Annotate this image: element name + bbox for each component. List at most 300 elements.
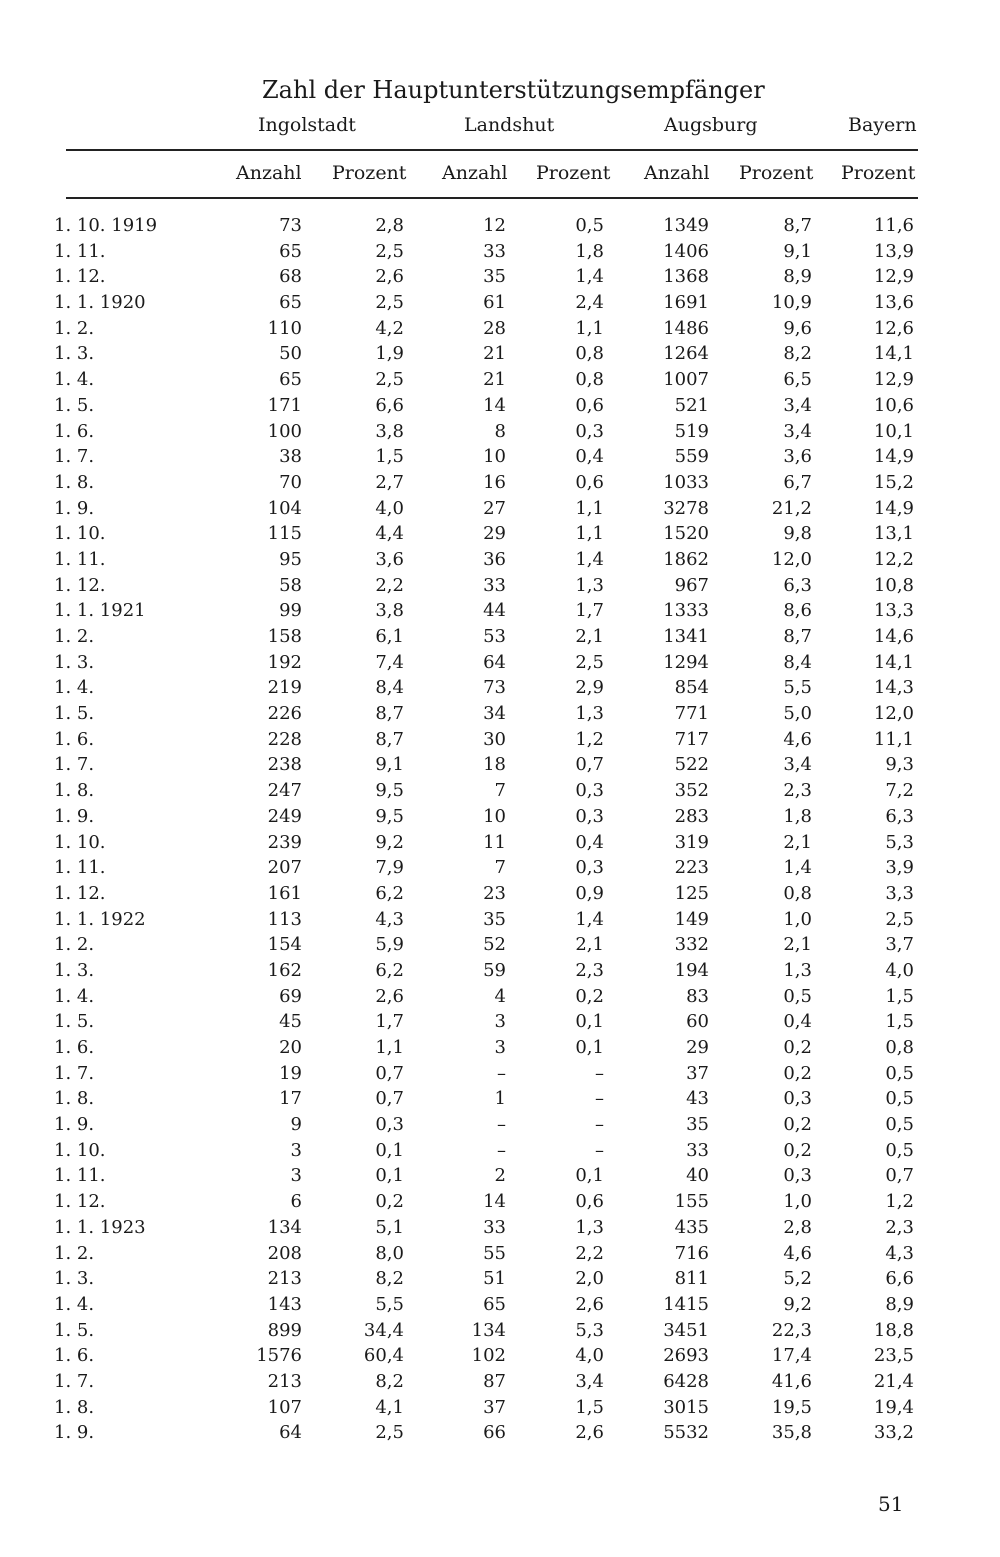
table-cell: 9,2 [375, 831, 404, 853]
table-cell: 15,2 [873, 471, 914, 493]
table-cell: 161 [267, 882, 302, 904]
table-cell: 223 [674, 857, 709, 879]
table-cell: 3 [290, 1139, 302, 1161]
table-cell: 0,1 [375, 1139, 404, 1161]
date-cell: 1. 11. [54, 240, 106, 262]
table-cell: 5,2 [783, 1268, 812, 1290]
table-row [0, 367, 1000, 393]
table-cell: 4,6 [783, 1242, 812, 1264]
table-row [0, 958, 1000, 984]
table-cell: 70 [279, 471, 302, 493]
table-cell: 9,6 [783, 317, 812, 339]
table-cell: – [595, 1088, 604, 1110]
table-cell: 9,1 [783, 240, 812, 262]
table-cell: 3 [494, 1011, 506, 1033]
region-header-landshut: Landshut [464, 114, 555, 136]
table-cell: 3 [494, 1037, 506, 1058]
table-cell: 17 [279, 1088, 302, 1110]
table-cell: 2,3 [783, 780, 812, 802]
table-cell: 13,9 [873, 240, 914, 262]
table-row [0, 1112, 1000, 1138]
table-cell: 64 [279, 1422, 302, 1444]
table-cell: 8,9 [885, 1293, 914, 1315]
date-cell: 1. 6. [54, 728, 95, 750]
table-cell: 16 [483, 471, 506, 493]
table-row [0, 341, 1000, 367]
table-cell: 14 [483, 394, 506, 416]
table-cell: 226 [267, 703, 302, 725]
table-cell: 2,5 [575, 651, 604, 673]
table-cell: 1576 [256, 1345, 302, 1367]
table-cell: 2,3 [575, 959, 604, 981]
date-cell: 1. 5. [54, 1319, 95, 1341]
table-cell: 1,7 [375, 1011, 404, 1033]
table-cell: 0,2 [375, 1191, 404, 1213]
table-cell: 4,4 [375, 523, 404, 545]
table-cell: 65 [483, 1293, 506, 1315]
table-cell: 0,2 [575, 985, 604, 1007]
table-cell: 1333 [663, 600, 709, 622]
date-cell: 1. 5. [54, 1011, 95, 1033]
table-cell: 207 [267, 857, 302, 879]
table-cell: 3,8 [375, 600, 404, 622]
table-row [0, 675, 1000, 701]
table-row [0, 1061, 1000, 1087]
table-cell: 9,1 [375, 754, 404, 776]
table-cell: 0,5 [885, 1139, 914, 1161]
date-cell: 1. 1. 1921 [54, 600, 146, 622]
table-cell: 11,1 [873, 728, 914, 750]
table-cell: 8,7 [783, 215, 812, 236]
table-cell: 155 [674, 1191, 709, 1213]
region-header-ingolstadt: Ingolstadt [258, 114, 356, 136]
table-cell: 2,6 [575, 1293, 604, 1315]
table-cell: 60,4 [363, 1345, 404, 1367]
table-cell: 33 [483, 574, 506, 596]
table-cell: 1862 [663, 548, 709, 570]
table-cell: 43 [686, 1088, 709, 1110]
table-cell: 1,0 [783, 908, 812, 930]
table-row [0, 778, 1000, 804]
table-cell: 23 [483, 882, 506, 904]
table-cell: 1,4 [575, 548, 604, 570]
date-cell: 1. 10. [54, 831, 106, 853]
table-cell: 4,1 [375, 1396, 404, 1418]
table-cell: 69 [279, 985, 302, 1007]
region-header-augsburg: Augsburg [664, 114, 758, 136]
date-cell: 1. 12. [54, 266, 106, 288]
table-cell: – [595, 1139, 604, 1161]
table-cell: 3015 [663, 1396, 709, 1418]
table-cell: 0,3 [375, 1114, 404, 1136]
table-cell: 0,8 [783, 882, 812, 904]
table-cell: 6,2 [375, 959, 404, 981]
table-cell: 13,1 [873, 523, 914, 545]
date-cell: 1. 10. [54, 523, 106, 545]
date-cell: 1. 11. [54, 548, 106, 570]
table-cell: 9,2 [783, 1293, 812, 1315]
table-cell: 1,9 [375, 343, 404, 365]
table-row [0, 701, 1000, 727]
table-cell: 519 [674, 420, 709, 442]
table-cell: 1,4 [575, 266, 604, 288]
table-cell: 0,3 [575, 857, 604, 879]
table-cell: 2,5 [375, 369, 404, 391]
table-cell: 60 [686, 1011, 709, 1033]
table-cell: 3,3 [885, 882, 914, 904]
date-cell: 1. 2. [54, 626, 95, 647]
table-cell: 45 [279, 1011, 302, 1033]
table-cell: 17,4 [771, 1345, 812, 1367]
table-row [0, 804, 1000, 830]
table-cell: 2,8 [783, 1216, 812, 1238]
table-cell: 1,0 [783, 1191, 812, 1213]
table-cell: 34,4 [363, 1319, 404, 1341]
table-cell: 34 [483, 703, 506, 725]
table-cell: 1033 [663, 471, 709, 493]
table-cell: 12,0 [873, 703, 914, 725]
table-cell: 171 [267, 394, 302, 416]
table-cell: 5,1 [375, 1216, 404, 1238]
table-cell: 27 [483, 497, 506, 519]
table-cell: 5,9 [375, 934, 404, 956]
table-row [0, 1189, 1000, 1215]
table-cell: 33 [483, 240, 506, 262]
table-cell: 811 [674, 1268, 709, 1290]
date-cell: 1. 8. [54, 780, 95, 802]
table-cell: 1,1 [375, 1037, 404, 1058]
date-cell: 1. 3. [54, 959, 95, 981]
table-cell: 0,2 [783, 1062, 812, 1084]
table-row [0, 1241, 1000, 1267]
table-cell: 332 [674, 934, 709, 956]
table-cell: 7,4 [375, 651, 404, 673]
table-cell: 0,5 [885, 1088, 914, 1110]
table-cell: 7 [494, 780, 506, 802]
table-row [0, 881, 1000, 907]
table-row [0, 264, 1000, 290]
table-cell: 154 [267, 934, 302, 956]
table-cell: 38 [279, 446, 302, 468]
table-cell: 1691 [663, 292, 709, 314]
table-row [0, 1035, 1000, 1061]
table-cell: 8,2 [375, 1370, 404, 1392]
table-cell: 771 [674, 703, 709, 725]
table-cell: 1341 [663, 626, 709, 647]
table-cell: 35,8 [771, 1422, 812, 1444]
table-cell: 4,0 [575, 1345, 604, 1367]
table-cell: 115 [267, 523, 302, 545]
table-cell: 18 [483, 754, 506, 776]
date-cell: 1. 7. [54, 1370, 95, 1392]
table-cell: 9,5 [375, 780, 404, 802]
table-cell: 238 [267, 754, 302, 776]
table-cell: 1,7 [575, 600, 604, 622]
table-cell: 1 [494, 1088, 506, 1110]
table-cell: 9,5 [375, 805, 404, 827]
table-cell: 65 [279, 240, 302, 262]
table-cell: 10,1 [873, 420, 914, 442]
table-cell: 854 [674, 677, 709, 699]
table-cell: 2,6 [375, 266, 404, 288]
table-cell: 13,3 [873, 600, 914, 622]
table-cell: 73 [483, 677, 506, 699]
table-cell: 0,1 [575, 1037, 604, 1058]
table-cell: 14 [483, 1191, 506, 1213]
table-cell: 0,2 [783, 1114, 812, 1136]
table-cell: 1264 [663, 343, 709, 365]
table-cell: 2,3 [885, 1216, 914, 1238]
date-cell: 1. 7. [54, 1062, 95, 1084]
table-cell: 8,6 [783, 600, 812, 622]
table-cell: 0,5 [783, 985, 812, 1007]
table-cell: 716 [674, 1242, 709, 1264]
table-cell: 8 [494, 420, 506, 442]
table-cell: 247 [267, 780, 302, 802]
table-cell: 192 [267, 651, 302, 673]
table-cell: 6,1 [375, 626, 404, 647]
table-row [0, 855, 1000, 881]
table-row [0, 598, 1000, 624]
table-row [0, 984, 1000, 1010]
table-cell: 5,5 [375, 1293, 404, 1315]
table-cell: 0,6 [575, 1191, 604, 1213]
table-cell: 2,7 [375, 471, 404, 493]
table-cell: 2693 [663, 1345, 709, 1367]
table-cell: 1,5 [885, 985, 914, 1007]
table-cell: 0,8 [575, 369, 604, 391]
table-row [0, 393, 1000, 419]
table-row [0, 1395, 1000, 1421]
table-cell: 208 [267, 1242, 302, 1264]
table-row [0, 1420, 1000, 1446]
table-row [0, 1369, 1000, 1395]
table-cell: 12,6 [873, 317, 914, 339]
table-cell: 0,7 [375, 1088, 404, 1110]
table-cell: 0,2 [783, 1139, 812, 1161]
table-cell: 125 [674, 882, 709, 904]
table-cell: 4,0 [885, 959, 914, 981]
table-cell: 0,8 [575, 343, 604, 365]
date-cell: 1. 5. [54, 394, 95, 416]
table-cell: 319 [674, 831, 709, 853]
table-cell: 2 [494, 1165, 506, 1187]
table-cell: 3,4 [575, 1370, 604, 1392]
table-cell: 52 [483, 934, 506, 956]
date-cell: 1. 4. [54, 1293, 95, 1315]
table-cell: 0,6 [575, 394, 604, 416]
table-cell: 134 [471, 1319, 506, 1341]
table-cell: 58 [279, 574, 302, 596]
date-cell: 1. 4. [54, 985, 95, 1007]
date-cell: 1. 2. [54, 1242, 95, 1264]
date-cell: 1. 12. [54, 1191, 106, 1213]
date-cell: 1. 8. [54, 1396, 95, 1418]
table-cell: 4,6 [783, 728, 812, 750]
column-header: Prozent [841, 162, 916, 184]
table-cell: 8,2 [783, 343, 812, 365]
table-cell: 23,5 [873, 1345, 914, 1367]
table-cell: 6,7 [783, 471, 812, 493]
date-cell: 1. 9. [54, 1422, 95, 1444]
column-header: Prozent [739, 162, 814, 184]
table-cell: 99 [279, 600, 302, 622]
table-cell: 36 [483, 548, 506, 570]
table-cell: 899 [267, 1319, 302, 1341]
table-cell: 35 [686, 1114, 709, 1136]
table-cell: 162 [267, 959, 302, 981]
date-cell: 1. 7. [54, 754, 95, 776]
table-cell: 2,5 [885, 908, 914, 930]
table-cell: 20 [279, 1037, 302, 1058]
table-cell: 66 [483, 1422, 506, 1444]
table-cell: 9,3 [885, 754, 914, 776]
table-cell: 6428 [663, 1370, 709, 1392]
table-cell: 28 [483, 317, 506, 339]
table-cell: 3278 [663, 497, 709, 519]
table-cell: 219 [267, 677, 302, 699]
table-cell: 0,7 [375, 1062, 404, 1084]
table-cell: 6,3 [783, 574, 812, 596]
table-cell: 40 [686, 1165, 709, 1187]
table-cell: 104 [267, 497, 302, 519]
table-row [0, 907, 1000, 933]
table-cell: 0,5 [575, 215, 604, 236]
table-cell: 8,7 [375, 703, 404, 725]
table-row [0, 1343, 1000, 1369]
table-cell: 3,8 [375, 420, 404, 442]
table-cell: 21,2 [771, 497, 812, 519]
table-cell: 10,8 [873, 574, 914, 596]
table-cell: 717 [674, 728, 709, 750]
table-cell: 29 [483, 523, 506, 545]
table-cell: 3,7 [885, 934, 914, 956]
table-cell: 8,2 [375, 1268, 404, 1290]
table-cell: 2,9 [575, 677, 604, 699]
table-cell: 158 [267, 626, 302, 647]
table-cell: 0,5 [885, 1114, 914, 1136]
table-cell: 87 [483, 1370, 506, 1392]
table-cell: 1294 [663, 651, 709, 673]
table-cell: 6,3 [885, 805, 914, 827]
date-cell: 1. 9. [54, 497, 95, 519]
table-cell: 1520 [663, 523, 709, 545]
table-cell: 1,1 [575, 497, 604, 519]
table-row [0, 624, 1000, 650]
table-row [0, 521, 1000, 547]
table-cell: 5,0 [783, 703, 812, 725]
table-row [0, 496, 1000, 522]
table-cell: 3,4 [783, 394, 812, 416]
table-cell: 1406 [663, 240, 709, 262]
table-cell: 12,0 [771, 548, 812, 570]
table-cell: 194 [674, 959, 709, 981]
table-cell: 435 [674, 1216, 709, 1238]
date-cell: 1. 3. [54, 651, 95, 673]
table-cell: 3 [290, 1165, 302, 1187]
table-cell: 51 [483, 1268, 506, 1290]
table-cell: 18,8 [873, 1319, 914, 1341]
table-cell: 149 [674, 908, 709, 930]
table-cell: 1349 [663, 215, 709, 236]
date-cell: 1. 2. [54, 317, 95, 339]
table-row [0, 290, 1000, 316]
date-cell: 1. 11. [54, 857, 106, 879]
table-cell: 1007 [663, 369, 709, 391]
table-cell: 0,3 [783, 1165, 812, 1187]
table-cell: 8,7 [783, 626, 812, 647]
date-cell: 1. 11. [54, 1165, 106, 1187]
table-cell: 5,3 [885, 831, 914, 853]
table-cell: 22,3 [771, 1319, 812, 1341]
table-cell: 8,9 [783, 266, 812, 288]
date-cell: 1. 10. [54, 1139, 106, 1161]
table-cell: 1,5 [575, 1396, 604, 1418]
date-cell: 1. 4. [54, 369, 95, 391]
table-cell: 2,5 [375, 292, 404, 314]
date-cell: 1. 3. [54, 343, 95, 365]
table-cell: 1,4 [575, 908, 604, 930]
table-cell: 6,2 [375, 882, 404, 904]
table-cell: – [497, 1062, 506, 1084]
table-cell: 559 [674, 446, 709, 468]
table-cell: 0,5 [885, 1062, 914, 1084]
table-cell: 2,6 [375, 985, 404, 1007]
table-cell: 5,3 [575, 1319, 604, 1341]
date-cell: 1. 6. [54, 1345, 95, 1367]
table-cell: 2,5 [375, 240, 404, 262]
table-row [0, 830, 1000, 856]
column-header: Anzahl [644, 162, 710, 184]
table-cell: 19,5 [771, 1396, 812, 1418]
table-cell: 14,6 [873, 626, 914, 647]
table-cell: 0,3 [575, 805, 604, 827]
table-cell: 11,6 [873, 215, 914, 236]
table-cell: 0,1 [575, 1011, 604, 1033]
table-cell: 0,3 [575, 780, 604, 802]
table-cell: 10,9 [771, 292, 812, 314]
table-cell: 0,8 [885, 1037, 914, 1058]
table-cell: 0,9 [575, 882, 604, 904]
column-header: Prozent [536, 162, 611, 184]
table-cell: 14,1 [873, 651, 914, 673]
table-cell: 8,4 [375, 677, 404, 699]
table-cell: 2,1 [575, 626, 604, 647]
table-row [0, 650, 1000, 676]
table-cell: 0,2 [783, 1037, 812, 1058]
table-cell: 4,3 [885, 1242, 914, 1264]
table-cell: 14,1 [873, 343, 914, 365]
table-cell: 2,2 [375, 574, 404, 596]
table-row [0, 573, 1000, 599]
table-cell: 4,0 [375, 497, 404, 519]
table-cell: 110 [267, 317, 302, 339]
table-cell: 14,3 [873, 677, 914, 699]
table-cell: 2,1 [575, 934, 604, 956]
table-cell: 3,6 [375, 548, 404, 570]
date-cell: 1. 8. [54, 471, 95, 493]
table-cell: 41,6 [771, 1370, 812, 1392]
table-cell: 44 [483, 600, 506, 622]
table-cell: 10 [483, 446, 506, 468]
table-cell: 12,9 [873, 369, 914, 391]
table-cell: 35 [483, 266, 506, 288]
table-body [0, 213, 1000, 1446]
date-cell: 1. 3. [54, 1268, 95, 1290]
table-cell: 33 [483, 1216, 506, 1238]
table-cell: 134 [267, 1216, 302, 1238]
column-header: Prozent [332, 162, 407, 184]
